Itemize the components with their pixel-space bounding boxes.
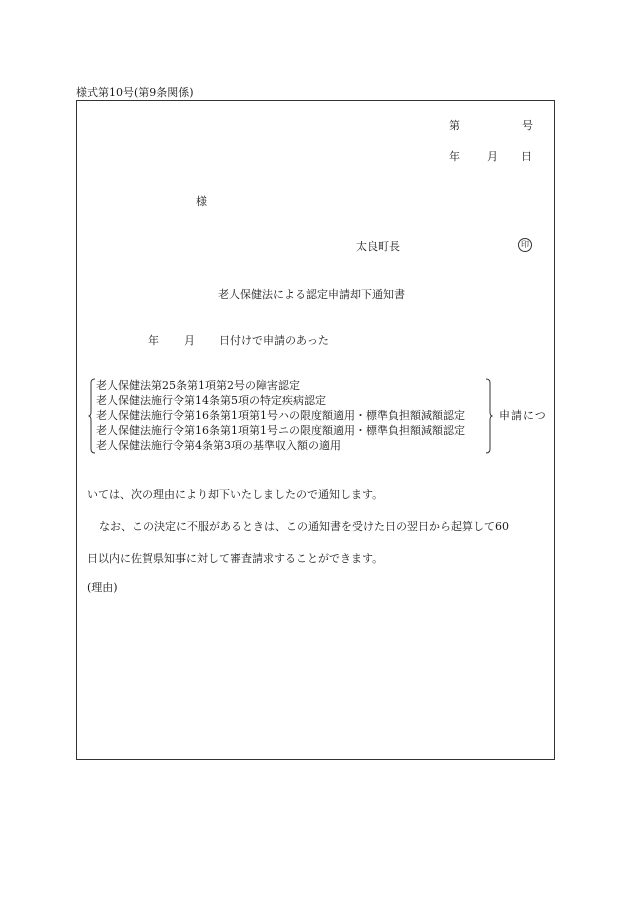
application-date-month: 月 [184,334,195,347]
right-brace-icon [485,378,493,454]
application-date-year: 年 [148,334,159,347]
case-type-item: 老人保健法施行令第16条第1項第1号ハの限度額適用・標準負担額減額認定 [96,409,465,422]
seal-icon: 印 [518,238,532,252]
addressee-honorific: 様 [196,195,207,208]
case-type-item: 老人保健法施行令第16条第1項第1号ニの限度額適用・標準負担額減額認定 [96,424,465,437]
application-suffix: 申請につ [499,409,547,422]
document-number-suffix: 号 [522,119,533,132]
document-title: 老人保健法による認定申請却下通知書 [218,288,405,301]
application-date-text: 日付けで申請のあった [219,334,329,347]
body-text-line: 日以内に佐賀県知事に対して審査請求することができます。 [87,552,384,565]
reason-label: (理由) [87,581,118,594]
body-text-line: なお、この決定に不服があるときは、この通知書を受けた日の翌日から起算して60 [99,520,509,533]
document-number-prefix: 第 [449,119,460,132]
case-type-item: 老人保健法第25条第1項第2号の障害認定 [96,379,300,392]
issue-date-day: 日 [521,150,532,163]
case-type-item: 老人保健法施行令第14条第5項の特定疾病認定 [96,394,326,407]
case-type-item: 老人保健法施行令第4条第3項の基準収入額の適用 [96,439,341,452]
left-brace-icon [88,378,96,454]
form-number-label: 様式第10号(第9条関係) [76,86,194,99]
issue-date-year: 年 [449,150,460,163]
issue-date-month: 月 [487,150,498,163]
issuer-name: 太良町長 [356,240,400,253]
body-text-line: いては、次の理由により却下いたしましたので通知します。 [87,488,384,501]
case-type-list [96,378,465,453]
